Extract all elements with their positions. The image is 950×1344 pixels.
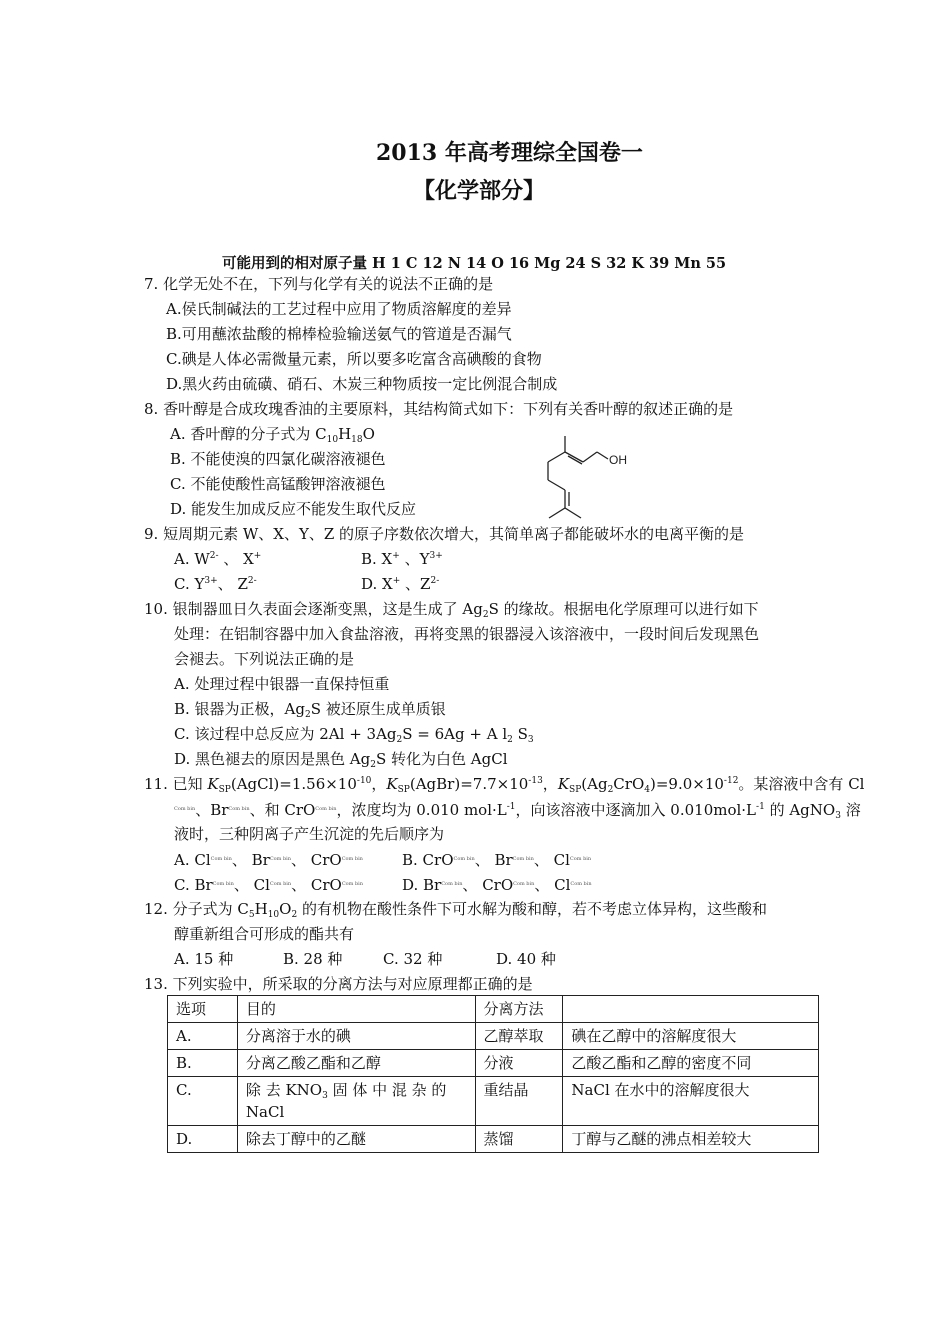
table-cell: 丁醇与乙醚的沸点相差较大 (563, 1126, 819, 1153)
q9-option-c: C. $Y^{3+}$、 $Z^{2-}$ (174, 575, 257, 593)
q11-stem-line2: $^{Com bin}$、$Br^{Com bin}$、和 CrO$^{Com bin}$，浓度均为 0.010 $mol\cdot L^{-1}$，向该溶液中逐滴加入 $0.010mol\cdot L^{-1}$ 的 AgNO$_3$ 溶 (174, 801, 861, 821)
q7-option-a: A.侯氏制碱法的工艺过程中应用了物质溶解度的差异 (166, 300, 512, 318)
q10-option-d: D. 黑色褪去的原因是黑色 $Ag_2S$ 转化为白色 AgCl (174, 750, 508, 770)
q11-option-d: D. $Br^{Com bin}$、 CrO$^{Com bin}$、 $Cl^{Com bin}$ (402, 876, 592, 894)
q12-option-c: C. 32 种 (383, 950, 443, 968)
table-cell: B. (168, 1050, 238, 1077)
separation-table (167, 995, 819, 1153)
q10-stem-line1: 10. 银制器皿日久表面会逐渐变黑，这是生成了 $Ag_2S$ 的缘故。根据电化学原理可以进行如下 (144, 600, 759, 620)
table-header-cell: 目的 (237, 996, 475, 1023)
q9-option-b: B. X+ 、$Y^{3+}$ (361, 550, 443, 568)
q11-stem-line1: 11. 已知 $K_{SP}(AgCl)=1.56\times 10^{-10}$，$K_{SP}(AgBr)=7.7\times 10^{-13}$，$K_{SP}(Ag_2CrO_4)=9.0\times 10^{-12}$。某溶液中含有 Cl (144, 775, 865, 795)
table-row (168, 1126, 819, 1153)
bond-ch2 (583, 452, 597, 462)
q8-option-a: A. 香叶醇的分子式为 $C_{10}H_{18}O$ (170, 425, 375, 445)
table-row (168, 1077, 819, 1126)
table-row (168, 1023, 819, 1050)
bond-chain-1 (548, 452, 565, 462)
oh-label: OH (609, 453, 627, 467)
table-cell: 分离乙酸乙酯和乙醇 (237, 1050, 475, 1077)
table-cell: 除 去 $KNO_3$ 固 体 中 混 杂 的 NaCl (237, 1077, 475, 1126)
table-cell: 分离溶于水的碘 (237, 1023, 475, 1050)
q10-option-a: A. 处理过程中银器一直保持恒重 (174, 675, 390, 693)
table-cell: 除去丁醇中的乙醚 (237, 1126, 475, 1153)
table-cell: 碘在乙醇中的溶解度很大 (563, 1023, 819, 1050)
q13-stem: 13. 下列实验中，所采取的分离方法与对应原理都正确的是 (144, 975, 533, 993)
q10-stem-line3: 会褪去。下列说法正确的是 (174, 650, 355, 668)
q7-option-b: B.可用蘸浓盐酸的棉棒检验输送氨气的管道是否漏气 (166, 325, 512, 343)
page-subtitle: 【化学部分】 (413, 178, 546, 204)
q11-option-a: A. $Cl^{Com bin}$、 $Br^{Com bin}$、 CrO$^{Com bin}$ (174, 851, 363, 869)
bond-double-1 (565, 452, 583, 462)
q8-option-c: C. 不能使酸性高锰酸钾溶液褪色 (170, 475, 386, 493)
table-cell: D. (168, 1126, 238, 1153)
q8-option-b: B. 不能使溴的四氯化碳溶液褪色 (170, 450, 386, 468)
q9-stem: 9. 短周期元素 W、X、Y、Z 的原子序数依次增大，其简单离子都能破坏水的电离平衡的是 (144, 525, 745, 543)
q10-option-c: C. 该过程中总反应为 $2Al + 3Ag_2S = 6Ag + A$ $l_2$ $S_3$ (174, 725, 534, 745)
q10-stem-line2: 处理：在铝制容器中加入食盐溶液，再将变黑的银器浸入该溶液中，一段时间后发现黑色 (174, 625, 760, 643)
q12-option-b: B. 28 种 (283, 950, 343, 968)
q12-option-a: A. 15 种 (174, 950, 234, 968)
table-header-cell (563, 996, 819, 1023)
q8-stem: 8. 香叶醇是合成玫瑰香油的主要原料，其结构简式如下：下列有关香叶醇的叙述正确的是 (144, 400, 734, 418)
table-cell: 重结晶 (475, 1077, 563, 1126)
table-cell: 蒸馏 (475, 1126, 563, 1153)
q10-option-b: B. 银器为正极，$Ag_2S$ 被还原生成单质银 (174, 700, 446, 720)
bond-chain-3 (548, 480, 565, 490)
page-title: 2013 年高考理综全国卷一 (376, 140, 643, 166)
q7-option-d: D.黑火药由硫磺、硝石、木炭三种物质按一定比例混合制成 (166, 375, 558, 393)
table-cell: 分液 (475, 1050, 563, 1077)
q11-option-c: C. $Br^{Com bin}$、 $Cl^{Com bin}$、 CrO$^{Com bin}$ (174, 876, 363, 894)
q7-option-c: C.碘是人体必需微量元素，所以要多吃富含高碘酸的食物 (166, 350, 542, 368)
table-cell: NaCl 在水中的溶解度很大 (563, 1077, 819, 1126)
q11-stem-line3: 液时，三种阴离子产生沉淀的先后顺序为 (174, 825, 445, 843)
bond-oh (597, 452, 608, 459)
geraniol-structure (540, 428, 640, 528)
table-cell: 乙醇萃取 (475, 1023, 563, 1050)
table-header-row (168, 996, 819, 1023)
atomic-masses: 可能用到的相对原子量 H 1 C 12 N 14 O 16 Mg 24 S 32 K 39 Mn 55 (222, 255, 727, 272)
table-cell: A. (168, 1023, 238, 1050)
table-row (168, 1050, 819, 1077)
methyl-bond-right (565, 508, 581, 518)
q9-option-a: A. $W^{2-}$ 、 X+ (174, 550, 262, 568)
q12-stem-line1: 12. 分子式为 $C_5H_{10}O_2$ 的有机物在酸性条件下可水解为酸和醇，若不考虑立体异构，这些酸和 (144, 900, 767, 920)
q11-option-b: B. CrO$^{Com bin}$、 $Br^{Com bin}$、 $Cl^{Com bin}$ (402, 851, 592, 869)
q12-option-d: D. 40 种 (496, 950, 556, 968)
table-cell: 乙酸乙酯和乙醇的密度不同 (563, 1050, 819, 1077)
q9-option-d: D. X+ 、$Z^{2-}$ (361, 575, 440, 593)
methyl-bond-left (549, 508, 565, 518)
q7-stem: 7. 化学无处不在，下列与化学有关的说法不正确的是 (144, 275, 494, 293)
q12-stem-line2: 醇重新组合可形成的酯共有 (174, 925, 355, 943)
table-header-cell: 分离方法 (475, 996, 563, 1023)
table-cell: C. (168, 1077, 238, 1126)
q8-option-d: D. 能发生加成反应不能发生取代反应 (170, 500, 417, 518)
table-header-cell: 选项 (168, 996, 238, 1023)
